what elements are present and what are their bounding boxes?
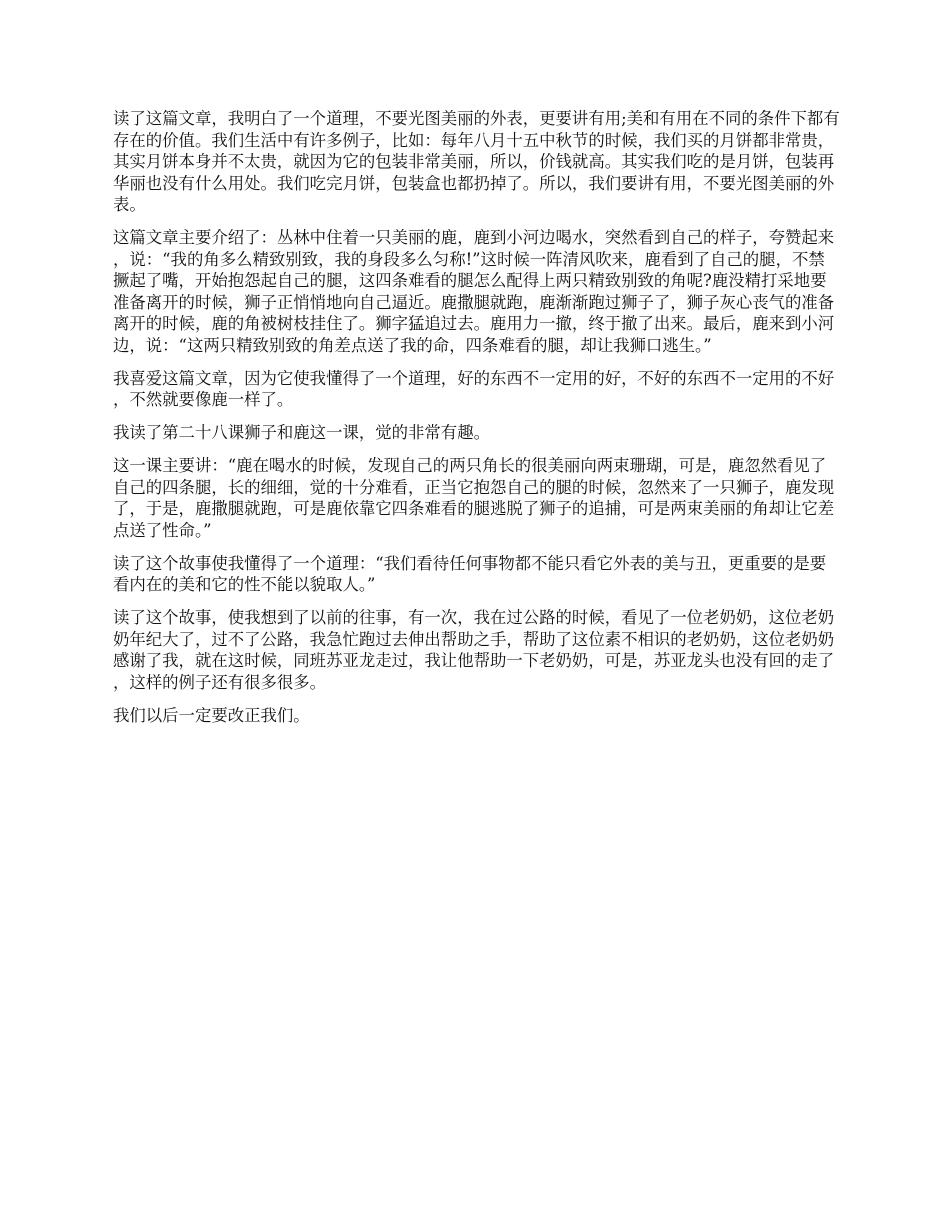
paragraph: 我们以后一定要改正我们。 <box>113 705 310 725</box>
paragraph: 这篇文章主要介绍了：丛林中住着一只美丽的鹿，鹿到小河边喝水，突然看到自己的样子，夸赞起来，说：“我的角多么精致别致，我的身段多么匀称!”这时候一阵清风吹来，鹿看到了自己的腿，不禁撅起了嘴，开始抱怨起自己的腿，这四条难看的腿怎么配得上两只精致别致的角呢?鹿没精打采地要准备离开的时候，狮子正悄悄地向自己逼近。鹿撒腿就跑，鹿渐渐跑过狮子了，狮子灰心丧气的准备离开的时候，鹿的角被树枝挂住了。狮字猛追过去。鹿用力一撤，终于撤了出来。最后，鹿来到小河边，说：“这两只精致别致的角差点送了我的命，四条难看的腿，却让我狮口逃生。” <box>113 228 835 355</box>
paragraph: 读了这个故事，使我想到了以前的往事，有一次，我在过公路的时候，看见了一位老奶奶，这位老奶奶年纪大了，过不了公路，我急忙跑过去伸出帮助之手，帮助了这位素不相识的老奶奶，这位老奶奶感谢了我，就在这时候，同班苏亚龙走过，我让他帮助一下老奶奶，可是，苏亚龙头也没有回的走了，这样的例子还有很多很多。 <box>113 608 835 692</box>
paragraph: 读了这篇文章，我明白了一个道理，不要光图美丽的外表，更要讲有用;美和有用在不同的条件下都有存在的价值。我们生活中有许多例子，比如：每年八月十五中秋节的时候，我们买的月饼都非常贵，其实月饼本身并不太贵，就因为它的包装非常美丽，所以，价钱就高。其实我们吃的是月饼，包装再华丽也没有什么用处。我们吃完月饼，包装盒也都扔掉了。所以，我们要讲有用，不要光图美丽的外表。 <box>113 109 840 214</box>
paragraph: 读了这个故事使我懂得了一个道理：“我们看待任何事物都不能只看它外表的美与丑，更重要的是要看内在的美和它的性不能以貌取人。” <box>113 553 827 594</box>
paragraph: 我喜爱这篇文章，因为它使我懂得了一个道理，好的东西不一定用的好，不好的东西不一定用的不好，不然就要像鹿一样了。 <box>113 368 835 409</box>
document-body <box>113 108 841 738</box>
paragraph: 这一课主要讲：“鹿在喝水的时候，发现自己的两只角长的很美丽向两束珊瑚，可是，鹿忽然看见了自己的四条腿，长的细细，觉的十分难看，正当它抱怨自己的腿的时候，忽然来了一只狮子，鹿发现了，于是，鹿撒腿就跑，可是鹿依靠它四条难看的腿逃脱了狮子的追捕，可是两束美丽的角却让它差点送了性命。” <box>113 456 835 540</box>
paragraph: 我读了第二十八课狮子和鹿这一课，觉的非常有趣。 <box>113 423 490 442</box>
